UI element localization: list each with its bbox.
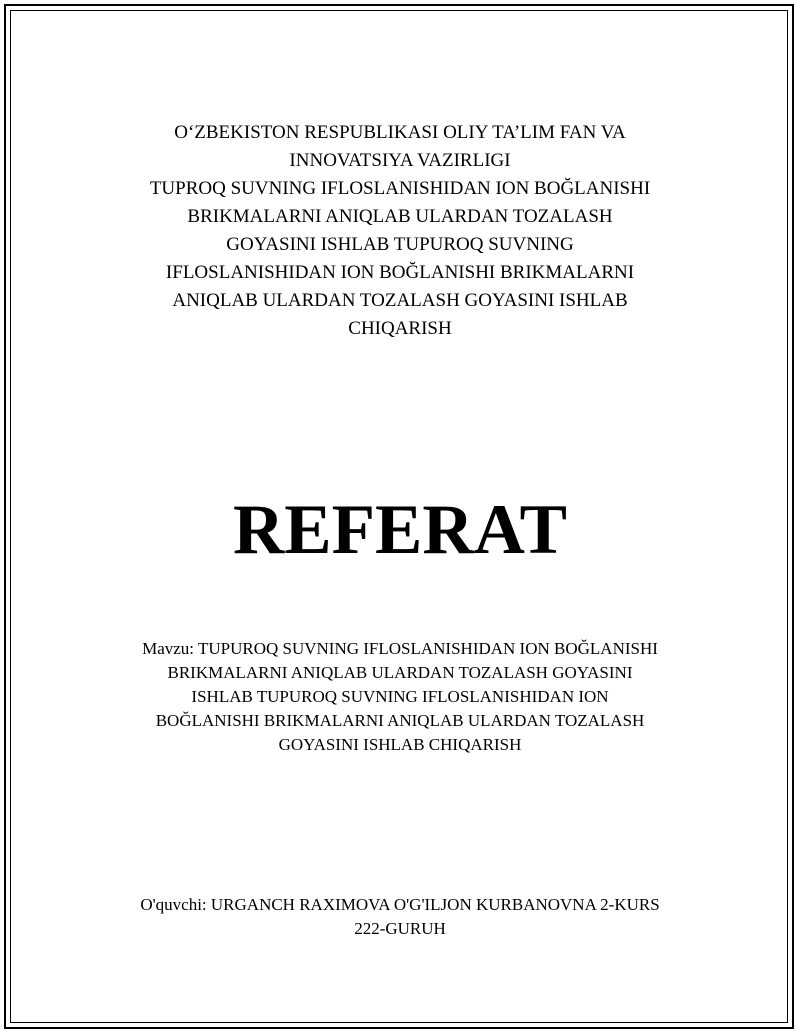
topic-line: BRIKMALARNI ANIQLAB ULARDAN TOZALASH GOYASINI	[167, 663, 633, 682]
topic-line: BOĞLANISHI BRIKMALARNI ANIQLAB ULARDAN TOZALASH	[155, 711, 645, 730]
header-line: ANIQLAB ULARDAN TOZALASH GOYASINI ISHLAB	[172, 290, 628, 311]
student-info	[80, 893, 720, 941]
title-header	[0, 119, 800, 343]
header-line: BRIKMALARNI ANIQLAB ULARDAN TOZALASH	[187, 206, 613, 227]
header-line: CHIQARISH	[348, 318, 452, 339]
student-line: 222-GURUH	[354, 919, 446, 938]
document-type-title: REFERAT	[233, 491, 567, 569]
topic-line: Mavzu: TUPUROQ SUVNING IFLOSLANISHIDAN ION BOĞLANISHI	[142, 639, 658, 658]
topic-line: ISHLAB TUPUROQ SUVNING IFLOSLANISHIDAN ION	[191, 687, 609, 706]
topic-line: GOYASINI ISHLAB CHIQARISH	[278, 735, 522, 754]
topic-block	[80, 637, 720, 757]
header-line: GOYASINI ISHLAB TUPUROQ SUVNING	[226, 234, 574, 255]
student-line: O'quvchi: URGANCH RAXIMOVA O'G'ILJON KURBANOVNA 2-KURS	[140, 895, 660, 914]
header-line: IFLOSLANISHIDAN ION BOĞLANISHI BRIKMALARNI	[165, 262, 635, 283]
header-line: INNOVATSIYA VAZIRLIGI	[289, 150, 511, 171]
header-line: O‘ZBEKISTON RESPUBLIKASI OLIY TA’LIM FAN VA	[174, 122, 626, 143]
header-line: TUPROQ SUVNING IFLOSLANISHIDAN ION BOĞLANISHI	[149, 178, 651, 199]
